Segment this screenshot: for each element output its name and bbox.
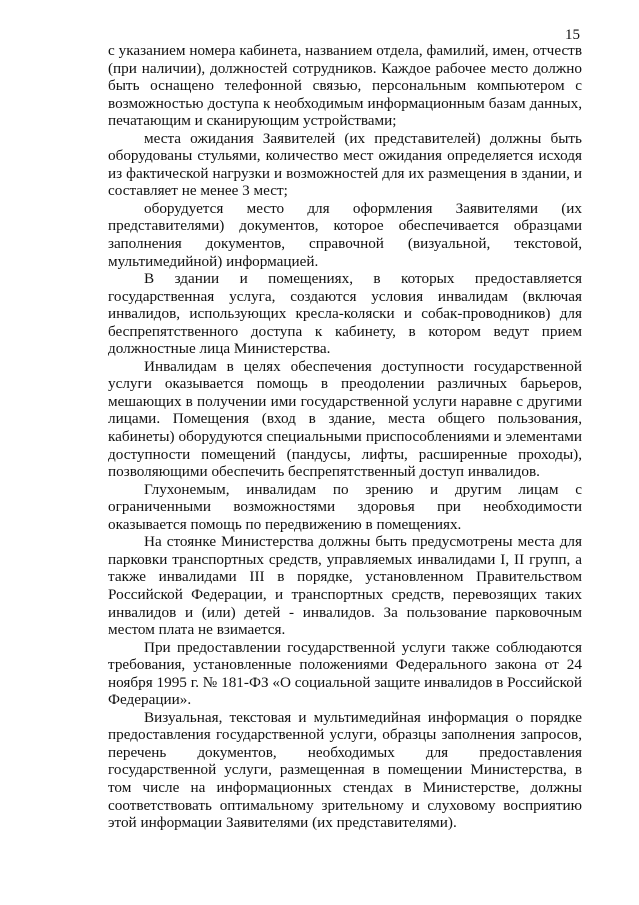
paragraph-waiting-areas: места ожидания Заявителей (их представителей) должны быть оборудованы стульями, количество мест ожидания определяется исходя из фактической нагрузки и возможностей для их размещения в здании, и составляет не менее 3 мест;: [108, 129, 582, 200]
paragraph-federal-law: При предоставлении государственной услуги также соблюдаются требования, установленные положениями Федерального закона от 24 ноября 1995 г. № 181-ФЗ «О социальной защите инвалидов в Российской Федерации».: [108, 638, 582, 709]
paragraph-movement-help: Глухонемым, инвалидам по зрению и другим лицам с ограниченными возможностями здоровья при необходимости оказывается помощь по передвижению в помещениях.: [108, 480, 582, 533]
paragraph-continuation: с указанием номера кабинета, названием отдела, фамилий, имен, отчеств (при наличии), должностей сотрудников. Каждое рабочее место должно быть оснащено телефонной связью, персональным компьютером с возможностью доступа к необходимым информационным базам данных, печатающим и сканирующим устройствами;: [108, 42, 582, 130]
paragraph-parking: На стоянке Министерства должны быть предусмотрены места для парковки транспортных средств, управляемых инвалидами I, II групп, а также инвалидами III в порядке, установленном Правительством Российской Федерации, и транспортных средств, перевозящих таких инвалидов и (или) детей - инвалидов. За пользование парковочным местом плата не взимается.: [108, 533, 582, 639]
paragraph-accessibility-conditions: В здании и помещениях, в которых предоставляется государственная услуга, создаются условия инвалидам (включая инвалидов, использующих кресла-коляски и собак-проводников) для беспрепятственного доступа к кабинету, в котором ведут прием должностные лица Министерства.: [108, 270, 582, 358]
document-body: [108, 42, 582, 832]
paragraph-disabled-assistance: Инвалидам в целях обеспечения доступности государственной услуги оказывается помощь в преодолении различных барьеров, мешающих в получении ими государственной услуги наравне с другими лицами. Помещения (вход в здание, места общего пользования, кабинеты) оборудуются специальными приспособлениями и элементами доступности помещений (пандусы, лифты, расширенные проходы), позволяющими обеспечить беспрепятственный доступ инвалидов.: [108, 357, 582, 481]
page-number: 15: [565, 27, 580, 43]
paragraph-document-place: оборудуется место для оформления Заявителями (их представителями) документов, которое обеспечивается образцами заполнения документов, справочной (визуальной, текстовой, мультимедийной) информацией.: [108, 199, 582, 270]
paragraph-visual-information: Визуальная, текстовая и мультимедийная информация о порядке предоставления государственной услуги, образцы заполнения запросов, перечень документов, необходимых для предоставления государственной услуги, размещенная в помещении Министерства, в том числе на информационных стендах в Министерстве, должны соответствовать оптимальному зрительному и слуховому восприятию этой информации Заявителями (их представителями).: [108, 708, 582, 832]
